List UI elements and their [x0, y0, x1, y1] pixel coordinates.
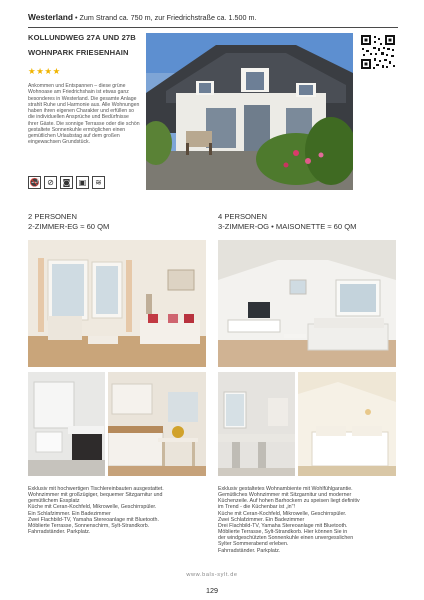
website-link[interactable]: www.bals-sylt.de [186, 572, 238, 578]
wifi-icon: ≋ [92, 176, 105, 189]
unit-1-type: 2-ZIMMER-EG ≈ 60 QM [28, 221, 110, 231]
unit-1-persons: 2 PERSONEN [28, 212, 77, 221]
unit-1-features [28, 486, 212, 535]
feature-line: Ein Schlafzimmer. Ein Badezimmer [28, 510, 111, 517]
no-pets-icon: ⊘ [44, 176, 57, 189]
feature-line: Drei Flachbild-TV, Yamaha Stereoanlage mit Bluetooth. [218, 522, 348, 529]
feature-line: Zwei Flachbild-TV, Yamaha Stereoanlage mit Bluetooth. [28, 516, 159, 523]
feature-line: Sylter Sommerabend erleben. [218, 541, 289, 548]
property-description: Ankommen und Entspannen – diese grüne Wohnoase am Friedrichshain ist etwas ganz besonderes in Westerland. Die gesamte Anlage strahlt Ruhe und Harmonie aus. Alle Wohnungen haben ihren eigenen Charakter und erfüllen so die individuellen Ansprüche und Bedürfnisse ihrer Gäste. Die sonnige Terrasse oder die schön gestaltete Sonnenkuhle ermöglichen einen gemütlichen Urlaubstag auf dem großen eingewachsen Grundstück. [28, 83, 140, 146]
no-smoking-icon: 🚭 [29, 178, 40, 187]
unit-2-kitchen-photo [218, 372, 295, 476]
feature-line: Zwei Schlafzimmer. Ein Badezimmer [218, 516, 305, 523]
page-number: 129 [206, 586, 218, 595]
feature-line: Küche mit Ceran-Kochfeld, Mikrowelle, Geschirrspüler. [218, 510, 347, 517]
property-address: KOLLUNDWEG 27A UND 27B [28, 33, 136, 42]
dishwasher-icon: ▣ [76, 176, 89, 189]
feature-line: im Trend - die Küchenbar ist „in"! [218, 504, 295, 511]
feature-line: Küchenzeile. Auf hohen Barhockern zu speisen liegt definitiv [218, 498, 360, 505]
feature-line: Wohnzimmer mit großzügiger, bequemer Sitzgarnitur und [28, 492, 163, 499]
header-rule [28, 27, 398, 28]
qr-code[interactable] [360, 34, 396, 70]
unit-2-heading [218, 212, 356, 231]
unit-1-living-room-photo [28, 240, 206, 367]
unit-2-type: 3-ZIMMER-OG • MAISONETTE ≈ 60 QM [218, 221, 357, 231]
unit-2-persons: 4 PERSONEN [218, 212, 267, 221]
feature-line: Möblierte Terrasse, Sonnenschirm, Sylt-Strandkorb. [28, 522, 150, 529]
region-name: Westerland [28, 12, 73, 22]
rating-stars: ★★★★ [28, 66, 61, 76]
unit-2-features [218, 486, 402, 554]
property-name: WOHNPARK FRIESENHAIN [28, 48, 129, 57]
feature-line: Exklusiv mit hochwertigen Tischlereinbauten ausgestattet. [28, 486, 164, 492]
feature-line: Exklusiv gestaltetes Wohnambiente mit Wohlfühlgarantie. [218, 486, 353, 492]
feature-line: gemütlichem Essplatz [28, 498, 80, 505]
unit-1-bathroom-photo [28, 372, 105, 476]
house-exterior-photo [146, 33, 353, 190]
header-bullet: • [75, 13, 78, 22]
feature-line: Fahrradständer. Parkplatz. [28, 529, 91, 536]
distance-info: Zum Strand ca. 750 m, zur Friedrichstraße ca. 1.500 m. [79, 13, 257, 22]
unit-2-living-room-photo [218, 240, 396, 367]
feature-line: Möblierte Terrasse, Sylt-Strandkorb. Hier können Sie in [218, 529, 348, 536]
washing-machine-icon: ◙ [60, 176, 73, 189]
feature-line: Fahrradständer. Parkplatz. [218, 547, 281, 554]
feature-line: Küche mit Ceran-Kochfeld, Mikrowelle, Geschirrspüler. [28, 504, 157, 511]
page-header [28, 12, 398, 22]
unit-1-heading [28, 212, 109, 231]
feature-line: Gemütliches Wohnzimmer mit Sitzgarnitur und moderner [218, 492, 352, 499]
unit-2-bedroom-photo [298, 372, 396, 476]
unit-1-kitchen-photo [108, 372, 206, 476]
amenity-icons [28, 176, 105, 189]
feature-line: der windgeschützten Sonnenkuhle einen unvergesslichen [218, 535, 354, 542]
